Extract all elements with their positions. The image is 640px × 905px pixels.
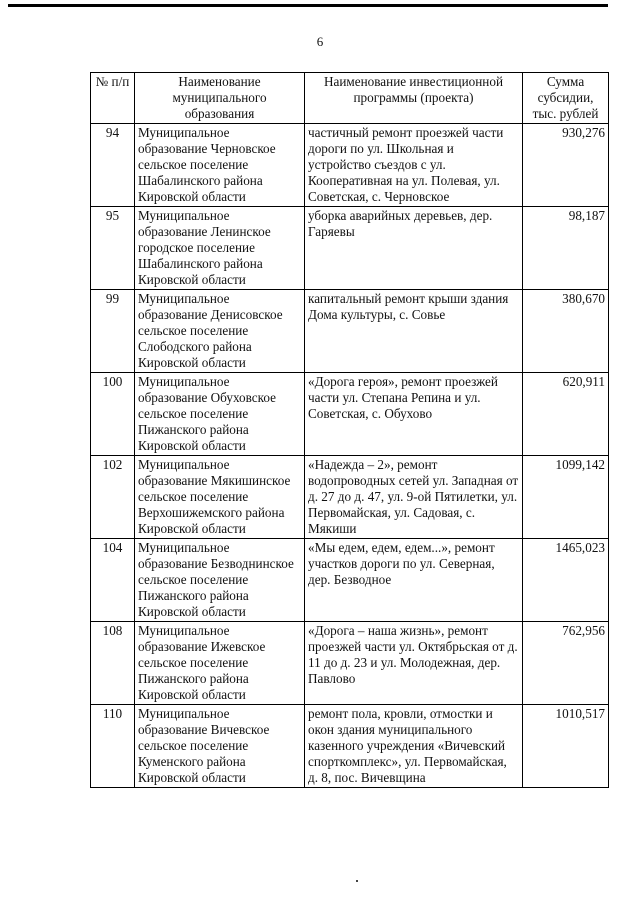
row-municipality: Муниципальное образование Безводнинское сельское поселение Пижанского района Кировской области xyxy=(135,539,305,622)
table-row xyxy=(91,373,609,456)
row-num: 94 xyxy=(91,124,135,207)
table-row xyxy=(91,622,609,705)
header-num: № п/п xyxy=(91,73,135,124)
row-municipality: Муниципальное образование Ижевское сельское поселение Пижанского района Кировской области xyxy=(135,622,305,705)
row-num: 104 xyxy=(91,539,135,622)
row-municipality: Муниципальное образование Денисовское сельское поселение Слободского района Кировской области xyxy=(135,290,305,373)
row-sum: 380,670 xyxy=(523,290,609,373)
table-row xyxy=(91,290,609,373)
row-sum: 98,187 xyxy=(523,207,609,290)
row-program: частичный ремонт проезжей части дороги по ул. Школьная и устройство съездов с ул. Кооперативная на ул. Полевая, ул. Советская, с. Черновское xyxy=(305,124,523,207)
row-sum: 1099,142 xyxy=(523,456,609,539)
row-num: 102 xyxy=(91,456,135,539)
row-municipality: Муниципальное образование Обуховское сельское поселение Пижанского района Кировской области xyxy=(135,373,305,456)
row-program: ремонт пола, кровли, отмостки и окон здания муниципального казенного учреждения «Вичевский спорткомплекс», ул. Первомайская, д. 8, пос. Вичевщина xyxy=(305,705,523,788)
row-sum: 620,911 xyxy=(523,373,609,456)
top-rule xyxy=(8,4,608,7)
row-municipality: Муниципальное образование Мякишинское сельское поселение Верхошижемского района Кировской области xyxy=(135,456,305,539)
table-row xyxy=(91,705,609,788)
row-municipality: Муниципальное образование Ленинское городское поселение Шабалинского района Кировской области xyxy=(135,207,305,290)
header-sum: Сумма субсидии, тыс. рублей xyxy=(523,73,609,124)
scan-dot xyxy=(356,880,358,882)
row-municipality: Муниципальное образование Вичевское сельское поселение Куменского района Кировской области xyxy=(135,705,305,788)
row-program: уборка аварийных деревьев, дер. Гаряевы xyxy=(305,207,523,290)
row-sum: 930,276 xyxy=(523,124,609,207)
row-municipality: Муниципальное образование Черновское сельское поселение Шабалинского района Кировской области xyxy=(135,124,305,207)
row-program: «Мы едем, едем, едем...», ремонт участков дороги по ул. Северная, дер. Безводное xyxy=(305,539,523,622)
row-sum: 1010,517 xyxy=(523,705,609,788)
header-municipality: Наименование муниципального образования xyxy=(135,73,305,124)
header-program: Наименование инвестиционной программы (проекта) xyxy=(305,73,523,124)
row-num: 95 xyxy=(91,207,135,290)
table-row xyxy=(91,124,609,207)
row-num: 108 xyxy=(91,622,135,705)
table-row xyxy=(91,539,609,622)
page-number: 6 xyxy=(316,34,324,49)
row-sum: 1465,023 xyxy=(523,539,609,622)
row-program: «Надежда – 2», ремонт водопроводных сетей ул. Западная от д. 27 до д. 47, ул. 9-ой Пятилетки, ул. Первомайская, ул. Садовая, с. Мякиши xyxy=(305,456,523,539)
row-num: 100 xyxy=(91,373,135,456)
table-row xyxy=(91,207,609,290)
row-num: 110 xyxy=(91,705,135,788)
row-program: «Дорога героя», ремонт проезжей части ул. Степана Репина и ул. Советская, с. Обухово xyxy=(305,373,523,456)
row-program: «Дорога – наша жизнь», ремонт проезжей части ул. Октябрьская от д. 11 до д. 23 и ул. Молодежная, дер. Павлово xyxy=(305,622,523,705)
subsidy-table xyxy=(90,72,609,788)
row-sum: 762,956 xyxy=(523,622,609,705)
table-row xyxy=(91,456,609,539)
row-num: 99 xyxy=(91,290,135,373)
table-header-row xyxy=(91,73,609,124)
row-program: капитальный ремонт крыши здания Дома культуры, с. Совье xyxy=(305,290,523,373)
